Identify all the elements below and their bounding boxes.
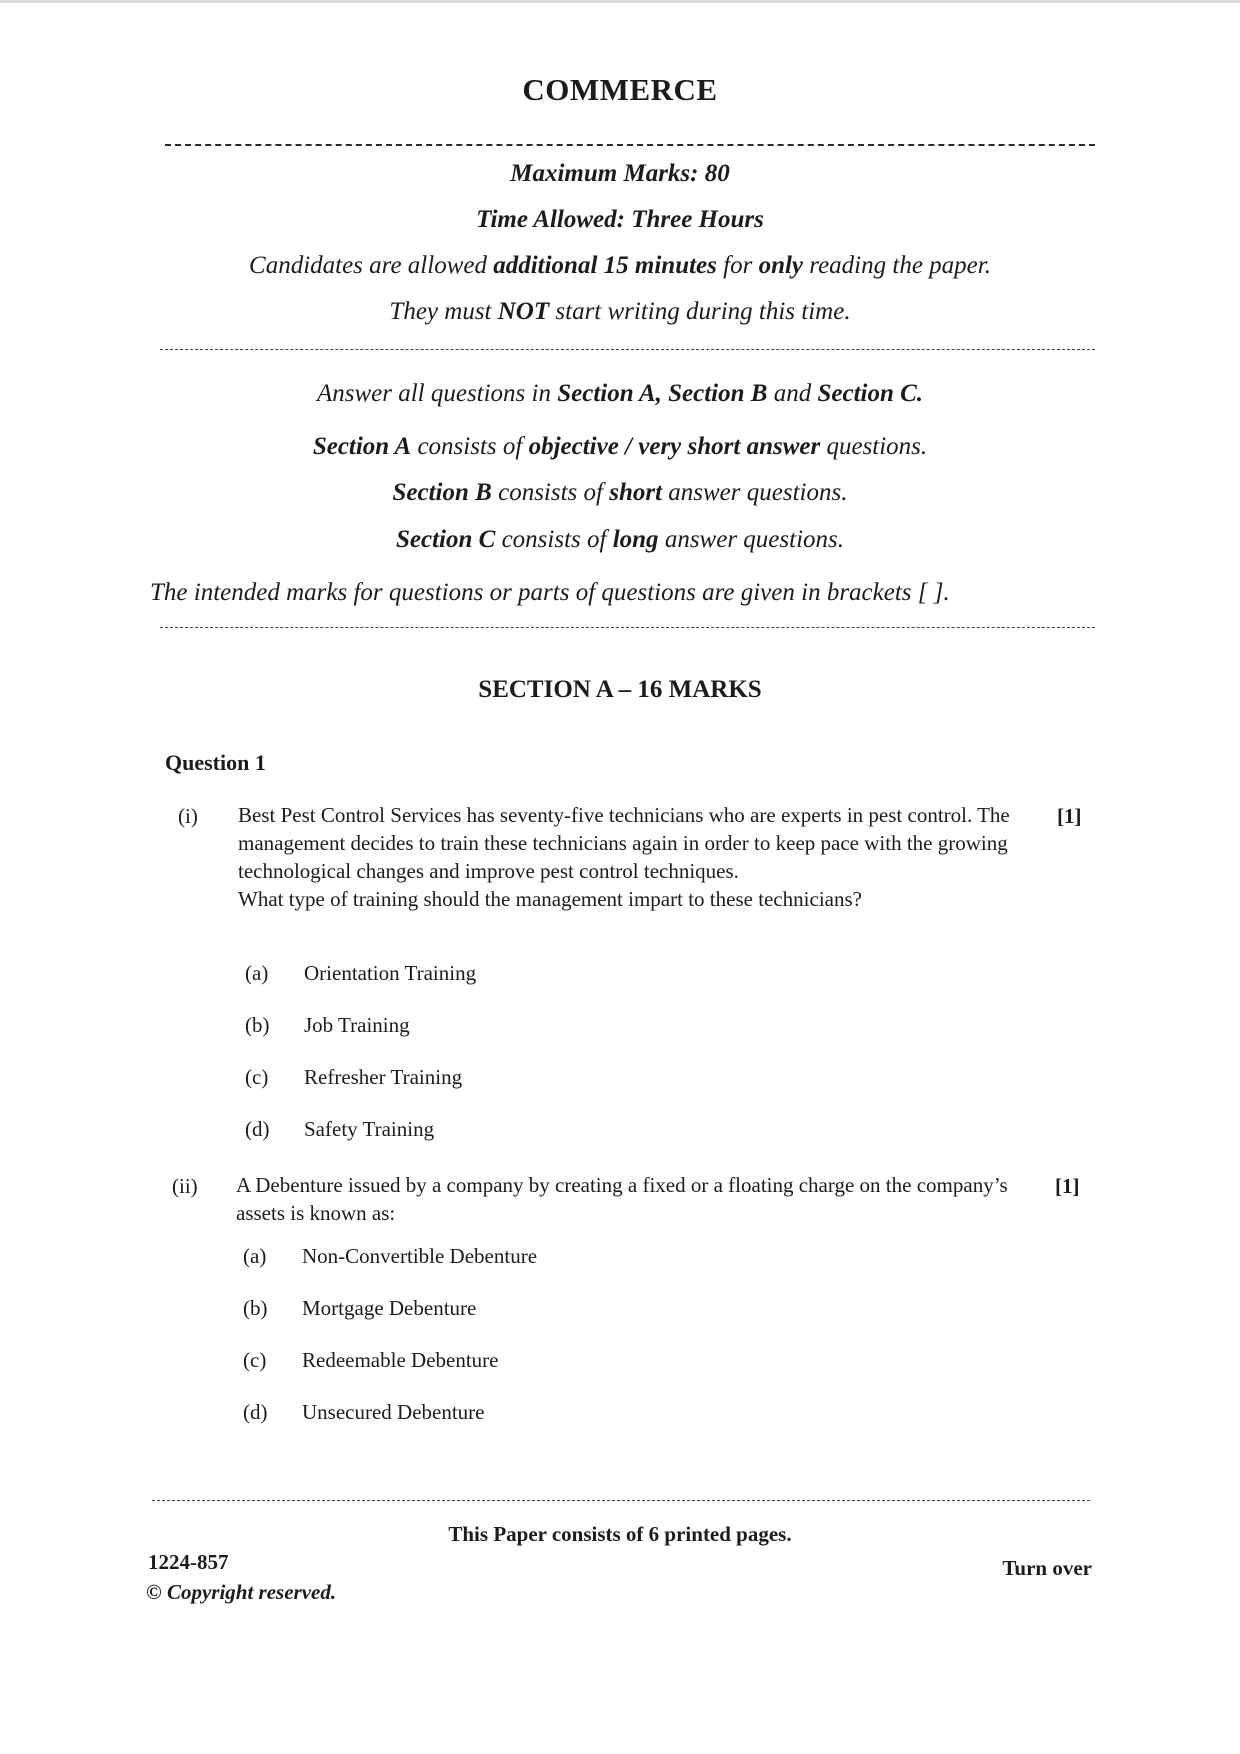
maximum-marks: Maximum Marks: 80 [510,160,730,187]
page-top-edge [0,0,1240,3]
header-divider [165,144,1095,146]
paper-code: 1224-857 [148,1550,229,1574]
reading-time-note: Candidates are allowed additional 15 minutes for only reading the paper. [249,252,991,279]
instruction-section-b: Section B consists of short answer questions. [392,479,848,506]
part-i-number: (i) [178,804,198,828]
part-i-question [238,801,1018,913]
instruction-section-c: Section C consists of long answer questions. [396,526,844,553]
section-a-heading: SECTION A – 16 MARKS [478,676,762,703]
part-ii-option-c-letter: (c) [243,1348,267,1372]
subject-title: COMMERCE [522,72,718,107]
pages-note: This Paper consists of 6 printed pages. [448,1522,792,1546]
copyright-note: © Copyright reserved. [146,1580,337,1604]
part-i-option-b: Job Training [304,1013,410,1037]
part-i-option-c: Refresher Training [304,1065,463,1089]
part-ii-marks: [1] [1055,1174,1080,1198]
no-writing-note: They must NOT start writing during this time. [389,298,851,325]
part-i-option-d-letter: (d) [245,1117,270,1141]
part-ii-text: A Debenture issued by a company by creating a fixed or a floating charge on the company’s assets is known as: [236,1173,1008,1225]
time-allowed: Time Allowed: Three Hours [476,206,764,233]
part-i-text: Best Pest Control Services has seventy-five technicians who are experts in pest control. The management decides to train these technicians again in order to keep pace with the growing technological changes and improve pest control techniques. [238,803,1010,883]
part-i-prompt: What type of training should the management impart to these technicians? [238,887,862,911]
part-i-option-b-letter: (b) [245,1013,270,1037]
part-ii-option-c: Redeemable Debenture [302,1348,499,1372]
part-ii-number: (ii) [172,1174,198,1198]
instruction-section-a: Section A consists of objective / very short answer questions. [312,433,928,460]
part-ii-option-a-letter: (a) [243,1244,267,1268]
instructions-divider-top [160,349,1095,350]
instruction-answer-all: Answer all questions in Section A, Section B and Section C. [316,380,924,407]
instruction-marks-note: The intended marks for questions or parts of questions are given in brackets [ ]. [150,579,950,606]
part-ii-option-d: Unsecured Debenture [302,1400,485,1424]
part-i-option-d: Safety Training [304,1117,435,1141]
part-ii-option-b: Mortgage Debenture [302,1296,477,1320]
part-i-option-a: Orientation Training [304,961,477,985]
instructions-divider-bottom [160,627,1095,628]
part-i-option-c-letter: (c) [245,1065,269,1089]
part-i-option-a-letter: (a) [245,961,269,985]
part-ii-option-a: Non-Convertible Debenture [302,1244,538,1268]
turn-over-note: Turn over [1002,1556,1092,1580]
part-ii-option-d-letter: (d) [243,1400,268,1424]
part-i-marks: [1] [1057,804,1082,828]
part-ii-option-b-letter: (b) [243,1296,268,1320]
question-1-label: Question 1 [165,750,266,775]
footer-divider [152,1500,1090,1501]
